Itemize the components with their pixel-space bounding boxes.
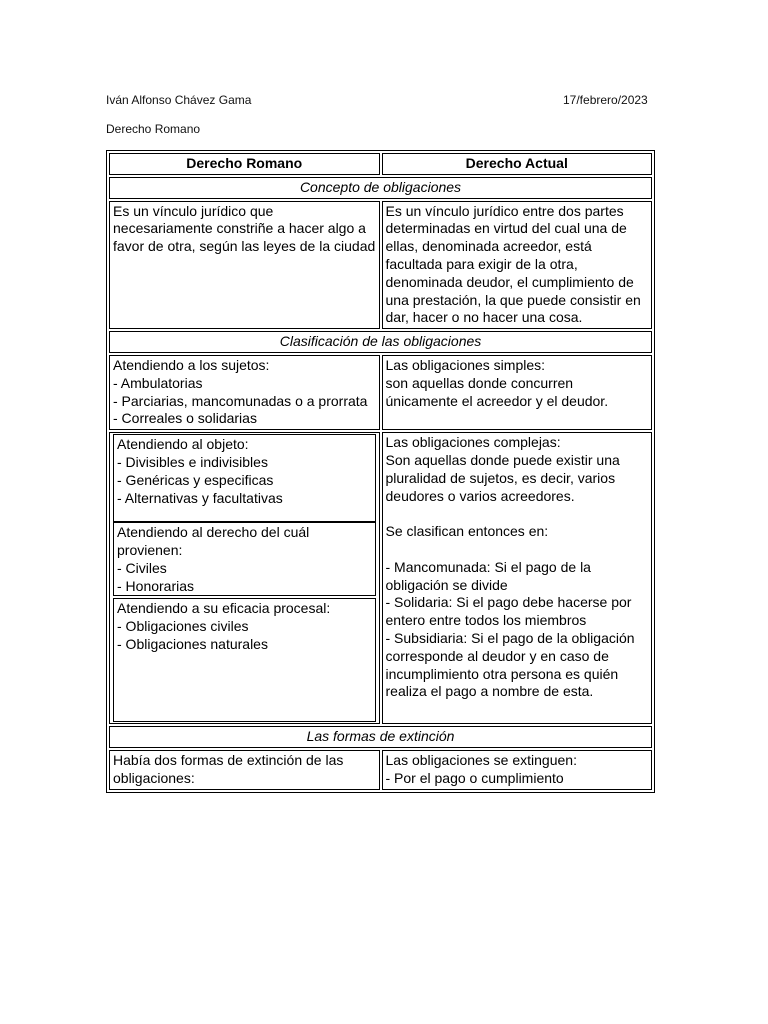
blank-line xyxy=(386,541,649,559)
box-eficacia xyxy=(113,598,376,722)
cell-text: Atendiendo al objeto: xyxy=(117,436,249,453)
section-row xyxy=(109,177,652,199)
list-item: - Obligaciones naturales xyxy=(117,635,268,652)
cell-text: Es un vínculo jurídico que necesariamente constriñe a hacer algo a favor de otra, según las leyes de la ciudad xyxy=(113,202,376,255)
cell-concepto-actual xyxy=(382,201,653,330)
list-item: - Obligaciones civiles xyxy=(117,617,249,634)
list-item: - Alternativas y facultativas xyxy=(117,489,283,506)
cell-text: Atendiendo a su eficacia procesal: xyxy=(117,600,331,617)
cell-text: Atendiendo al derecho del cuál provienen: xyxy=(117,524,310,558)
list-item: - Por el pago o cumplimiento xyxy=(385,769,564,786)
list-item: - Correales o solidarias xyxy=(113,410,257,427)
cell-extincion-actual xyxy=(382,750,653,790)
comparison-table xyxy=(106,150,655,793)
list-item: - Ambulatorias xyxy=(113,374,203,391)
cell-extincion-romano xyxy=(109,750,380,790)
box-derecho xyxy=(113,523,376,596)
section-row xyxy=(109,331,652,353)
table-row xyxy=(109,201,652,330)
author-name: Iván Alfonso Chávez Gama xyxy=(106,93,252,107)
cell-text: son aquellas donde concurren únicamente el acreedor y el deudor. xyxy=(385,374,609,409)
list-item: - Genéricas y especificas xyxy=(117,471,274,488)
list-item: - Solidaria: Si el pago debe hacerse por entero entre todos los miembros xyxy=(385,594,632,629)
list-item: - Mancomunada: Si el pago de la obligación se divide xyxy=(385,558,591,593)
cell-complejas-actual xyxy=(382,432,653,724)
table-row xyxy=(109,355,652,430)
table-row xyxy=(109,750,652,790)
cell-text: Son aquellas donde puede existir una pluralidad de sujetos, es decir, varios deudores o varios acreedores. xyxy=(385,451,620,504)
section-row xyxy=(109,726,652,748)
blank-line xyxy=(386,505,649,523)
cell-text: Las obligaciones complejas: xyxy=(385,434,561,451)
column-header-derecho-romano: Derecho Romano xyxy=(109,153,380,175)
cell-simples-actual xyxy=(382,355,653,430)
list-item: - Subsidiaria: Si el pago de la obligación corresponde al deudor y en caso de incumplimiento otra persona es quién realiza el pago a nombre de esta. xyxy=(385,629,635,700)
cell-sujetos-romano xyxy=(109,355,380,430)
list-item: - Parciarias, mancomunadas o a prorrata xyxy=(113,392,368,409)
cell-text: Se clasifican entonces en: xyxy=(385,523,549,540)
section-title-extincion: Las formas de extinción xyxy=(109,726,652,748)
list-item: - Divisibles e indivisibles xyxy=(117,453,268,470)
list-item: - Honorarias xyxy=(117,577,195,594)
table-row xyxy=(109,432,652,724)
cell-text: Las obligaciones se extinguen: xyxy=(385,751,577,768)
section-title-concepto: Concepto de obligaciones xyxy=(109,177,652,199)
column-header-row xyxy=(109,153,652,175)
cell-text: Es un vínculo jurídico entre dos partes determinadas en virtud del cual una de ellas, denominada acreedor, está facultada para exigir de la otra, denominada deudor, el cumplimiento de una prestación, la que puede consistir en dar, hacer o no hacer una cosa. xyxy=(385,202,641,326)
section-title-clasificacion: Clasificación de las obligaciones xyxy=(109,331,652,353)
cell-text: Atendiendo a los sujetos: xyxy=(113,356,270,373)
cell-text: Había dos formas de extinción de las obligaciones: xyxy=(113,751,344,786)
cell-text: Las obligaciones simples: xyxy=(385,356,546,373)
course-name: Derecho Romano xyxy=(106,122,201,136)
document-date: 17/febrero/2023 xyxy=(563,93,648,107)
box-objeto xyxy=(113,434,376,523)
cell-concepto-romano xyxy=(109,201,380,330)
cell-group-romano xyxy=(109,432,380,724)
list-item: - Civiles xyxy=(117,559,167,576)
column-header-derecho-actual: Derecho Actual xyxy=(382,153,653,175)
